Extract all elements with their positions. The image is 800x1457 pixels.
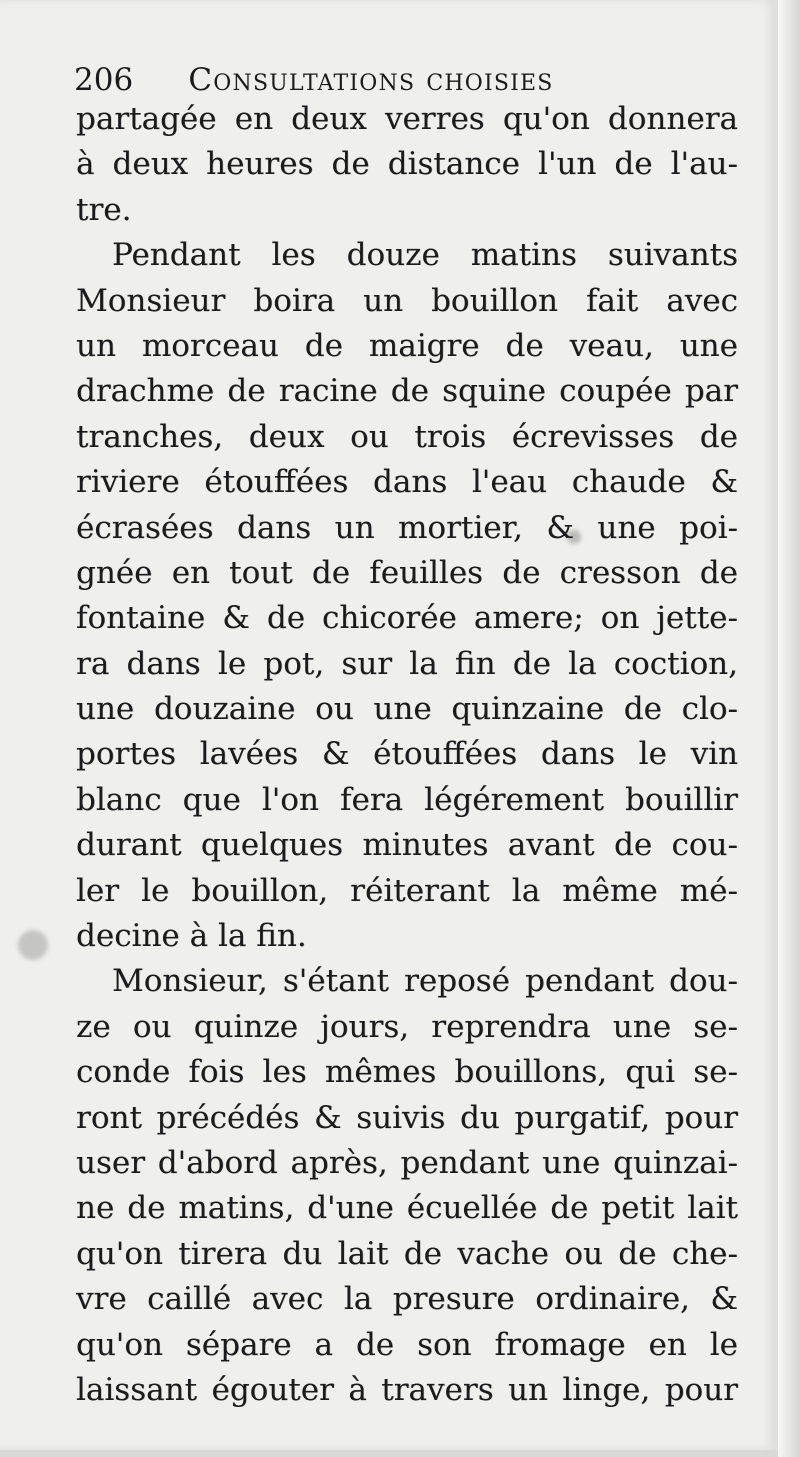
text-line: ze ou quinze jours, reprendra une se- — [76, 1008, 738, 1045]
text-line: conde fois les mêmes bouillons, qui se- — [76, 1054, 738, 1091]
page-edge — [778, 0, 800, 1457]
text-line: riviere étouffées dans l'eau chaude & — [76, 464, 738, 501]
text-line: ra dans le pot, sur la fin de la coction, — [76, 645, 738, 682]
text-line: ront précédés & suivis du purgatif, pour — [76, 1099, 738, 1136]
text-line: un morceau de maigre de veau, une — [76, 327, 738, 364]
text-line: qu'on tirera du lait de vache ou de che- — [76, 1235, 738, 1272]
text-line: user d'abord après, pendant une quinzai- — [76, 1144, 738, 1181]
running-head: Consultations choisies — [188, 62, 554, 98]
text-line: Monsieur boira un bouillon fait avec — [76, 282, 738, 319]
text-line: ne de matins, d'une écuellée de petit lait — [76, 1190, 738, 1227]
text-line: gnée en tout de feuilles de cresson de — [76, 554, 738, 591]
body-text — [76, 97, 738, 1413]
text-line: portes lavées & étouffées dans le vin — [76, 736, 738, 773]
text-line: une douzaine ou une quinzaine de clo- — [76, 691, 738, 728]
text-line: vre caillé avec la presure ordinaire, & — [76, 1281, 738, 1318]
page-number: 206 — [74, 62, 134, 98]
text-line: qu'on sépare a de son fromage en le — [76, 1326, 738, 1363]
text-line: tre. — [76, 191, 132, 228]
text-line: blanc que l'on fera légérement bouillir — [76, 781, 738, 818]
text-line: tranches, deux ou trois écrevisses de — [76, 418, 738, 455]
text-line: écrasées dans un mortier, & une poi- — [76, 509, 738, 546]
paper-stain — [18, 930, 48, 960]
text-line: partagée en deux verres qu'on donnera — [76, 101, 738, 137]
paragraph-start-line: Pendant les douze matins suivants — [112, 237, 738, 274]
text-line: ler le bouillon, réiterant la même mé- — [76, 872, 738, 909]
text-line: decine à la fin. — [76, 918, 307, 955]
paragraph-start-line: Monsieur, s'étant reposé pendant dou- — [112, 963, 738, 1000]
text-line: à deux heures de distance l'un de l'au- — [76, 146, 738, 183]
text-line: drachme de racine de squine coupée par — [76, 373, 738, 410]
text-line: fontaine & de chicorée amere; on jette- — [76, 600, 738, 637]
text-line: durant quelques minutes avant de cou- — [76, 827, 738, 864]
text-line: laissant égouter à travers un linge, pour — [76, 1371, 738, 1408]
